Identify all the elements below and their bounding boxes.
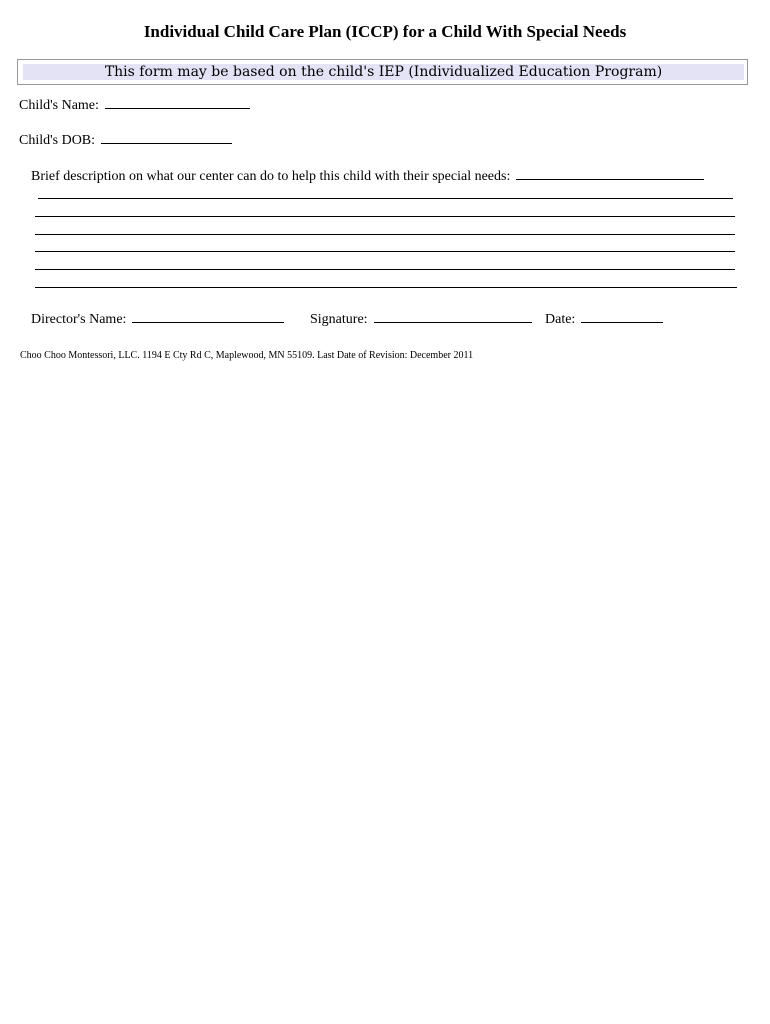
description-line-4[interactable]: [35, 251, 735, 252]
child-name-input[interactable]: [105, 96, 250, 109]
footer-text: Choo Choo Montessori, LLC. 1194 E Cty Rd C, Maplewood, MN 55109. Last Date of Revision: December 2011: [20, 350, 474, 361]
date-input[interactable]: [581, 310, 663, 323]
description-line-3[interactable]: [35, 234, 735, 235]
child-dob-label: Child's DOB:: [19, 133, 96, 148]
director-label: Director's Name:: [31, 312, 127, 327]
director-row: [31, 310, 284, 328]
iep-banner: [17, 59, 748, 85]
description-line-1[interactable]: [38, 198, 733, 199]
description-row: [31, 167, 704, 185]
description-input-first[interactable]: [516, 167, 704, 180]
child-dob-row: [19, 131, 232, 149]
child-dob-input[interactable]: [101, 131, 232, 144]
description-line-5[interactable]: [35, 269, 735, 270]
date-label: Date:: [545, 312, 576, 327]
child-name-row: [19, 96, 250, 114]
iep-banner-text: This form may be based on the child's IEP (Individualized Education Program): [23, 64, 744, 80]
child-name-label: Child's Name:: [19, 98, 99, 113]
form-title: Individual Child Care Plan (ICCP) for a Child With Special Needs: [143, 22, 627, 41]
director-name-input[interactable]: [132, 310, 284, 323]
description-label: Brief description on what our center can do to help this child with their special needs:: [31, 169, 511, 184]
signature-row: [310, 310, 532, 328]
description-line-2[interactable]: [35, 216, 735, 217]
date-row: [545, 310, 663, 328]
description-line-6[interactable]: [35, 287, 737, 288]
signature-label: Signature:: [310, 312, 368, 327]
signature-input[interactable]: [374, 310, 532, 323]
